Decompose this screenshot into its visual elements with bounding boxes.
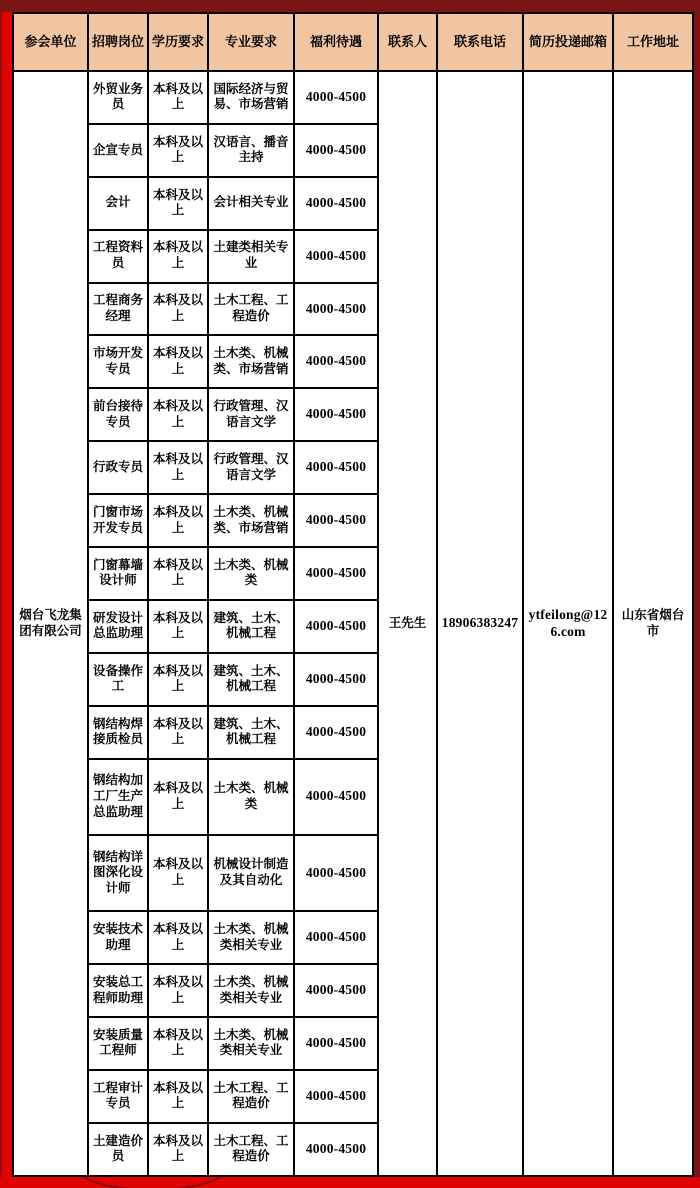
education-cell: 本科及以上	[148, 441, 208, 494]
education-cell: 本科及以上	[148, 1123, 208, 1176]
education-cell: 本科及以上	[148, 964, 208, 1017]
ribbon-curve-decoration	[75, 1177, 229, 1188]
major-cell: 汉语言、播音主持	[208, 124, 294, 177]
salary-cell: 4000-4500	[294, 1017, 378, 1070]
position-cell: 安装技术助理	[88, 911, 148, 964]
education-cell: 本科及以上	[148, 547, 208, 600]
position-cell: 工程资料员	[88, 230, 148, 283]
salary-cell: 4000-4500	[294, 759, 378, 835]
salary-cell: 4000-4500	[294, 441, 378, 494]
major-cell: 土木工程、工程造价	[208, 283, 294, 336]
major-cell: 行政管理、汉语言文学	[208, 388, 294, 441]
education-cell: 本科及以上	[148, 653, 208, 706]
header-cell-address: 工作地址	[613, 13, 693, 71]
position-cell: 门窗市场开发专员	[88, 494, 148, 547]
education-cell: 本科及以上	[148, 283, 208, 336]
major-cell: 行政管理、汉语言文学	[208, 441, 294, 494]
education-cell: 本科及以上	[148, 177, 208, 230]
position-cell: 土建造价员	[88, 1123, 148, 1176]
major-cell: 会计相关专业	[208, 177, 294, 230]
major-cell: 土木类、机械类相关专业	[208, 964, 294, 1017]
position-cell: 安装总工程师助理	[88, 964, 148, 1017]
salary-cell: 4000-4500	[294, 1070, 378, 1123]
major-cell: 建筑、土木、机械工程	[208, 653, 294, 706]
education-cell: 本科及以上	[148, 494, 208, 547]
recruitment-table	[12, 12, 694, 1177]
salary-cell: 4000-4500	[294, 124, 378, 177]
position-cell: 工程审计专员	[88, 1070, 148, 1123]
salary-cell: 4000-4500	[294, 706, 378, 759]
major-cell: 国际经济与贸易、市场营销	[208, 71, 294, 124]
education-cell: 本科及以上	[148, 230, 208, 283]
salary-cell: 4000-4500	[294, 911, 378, 964]
header-row	[13, 13, 693, 71]
header-cell-position: 招聘岗位	[88, 13, 148, 71]
salary-cell: 4000-4500	[294, 547, 378, 600]
position-cell: 前台接待专员	[88, 388, 148, 441]
education-cell: 本科及以上	[148, 600, 208, 653]
salary-cell: 4000-4500	[294, 835, 378, 911]
contact-phone-cell: 18906383247	[437, 71, 523, 1176]
header-cell-salary: 福利待遇	[294, 13, 378, 71]
company-cell: 烟台飞龙集团有限公司	[13, 71, 88, 1176]
major-cell: 土木工程、工程造价	[208, 1123, 294, 1176]
major-cell: 建筑、土木、机械工程	[208, 706, 294, 759]
position-cell: 会计	[88, 177, 148, 230]
major-cell: 土木类、机械类	[208, 759, 294, 835]
table-row	[13, 71, 693, 124]
header-cell-company: 参会单位	[13, 13, 88, 71]
major-cell: 土木类、机械类	[208, 547, 294, 600]
position-cell: 外贸业务员	[88, 71, 148, 124]
position-cell: 研发设计总监助理	[88, 600, 148, 653]
education-cell: 本科及以上	[148, 835, 208, 911]
education-cell: 本科及以上	[148, 124, 208, 177]
position-cell: 设备操作工	[88, 653, 148, 706]
salary-cell: 4000-4500	[294, 964, 378, 1017]
salary-cell: 4000-4500	[294, 653, 378, 706]
education-cell: 本科及以上	[148, 759, 208, 835]
position-cell: 安装质量工程师	[88, 1017, 148, 1070]
salary-cell: 4000-4500	[294, 494, 378, 547]
major-cell: 机械设计制造及其自动化	[208, 835, 294, 911]
header-cell-major: 专业要求	[208, 13, 294, 71]
header-cell-phone: 联系电话	[437, 13, 523, 71]
salary-cell: 4000-4500	[294, 1123, 378, 1176]
major-cell: 土木类、机械类相关专业	[208, 911, 294, 964]
position-cell: 企宣专员	[88, 124, 148, 177]
header-cell-email: 简历投递邮箱	[523, 13, 613, 71]
position-cell: 门窗幕墙设计师	[88, 547, 148, 600]
education-cell: 本科及以上	[148, 388, 208, 441]
recruitment-table-container	[12, 12, 688, 1177]
job-table-body	[13, 71, 693, 1176]
resume-email-cell: ytfeilong@126.com	[523, 71, 613, 1176]
position-cell: 市场开发专员	[88, 335, 148, 388]
education-cell: 本科及以上	[148, 71, 208, 124]
salary-cell: 4000-4500	[294, 388, 378, 441]
major-cell: 建筑、土木、机械工程	[208, 600, 294, 653]
major-cell: 土木类、机械类相关专业	[208, 1017, 294, 1070]
salary-cell: 4000-4500	[294, 283, 378, 336]
salary-cell: 4000-4500	[294, 71, 378, 124]
salary-cell: 4000-4500	[294, 600, 378, 653]
education-cell: 本科及以上	[148, 1017, 208, 1070]
major-cell: 土木类、机械类、市场营销	[208, 335, 294, 388]
bottom-red-stripe	[0, 1177, 700, 1188]
position-cell: 钢结构焊接质检员	[88, 706, 148, 759]
major-cell: 土木工程、工程造价	[208, 1070, 294, 1123]
major-cell: 土木类、机械类、市场营销	[208, 494, 294, 547]
position-cell: 钢结构详图深化设计师	[88, 835, 148, 911]
contact-person-cell: 王先生	[378, 71, 437, 1176]
position-cell: 钢结构加工厂生产总监助理	[88, 759, 148, 835]
header-cell-contact: 联系人	[378, 13, 437, 71]
education-cell: 本科及以上	[148, 706, 208, 759]
education-cell: 本科及以上	[148, 335, 208, 388]
education-cell: 本科及以上	[148, 911, 208, 964]
position-cell: 行政专员	[88, 441, 148, 494]
salary-cell: 4000-4500	[294, 177, 378, 230]
position-cell: 工程商务经理	[88, 283, 148, 336]
header-cell-education: 学历要求	[148, 13, 208, 71]
major-cell: 土建类相关专业	[208, 230, 294, 283]
education-cell: 本科及以上	[148, 1070, 208, 1123]
salary-cell: 4000-4500	[294, 230, 378, 283]
salary-cell: 4000-4500	[294, 335, 378, 388]
work-address-cell: 山东省烟台市	[613, 71, 693, 1176]
